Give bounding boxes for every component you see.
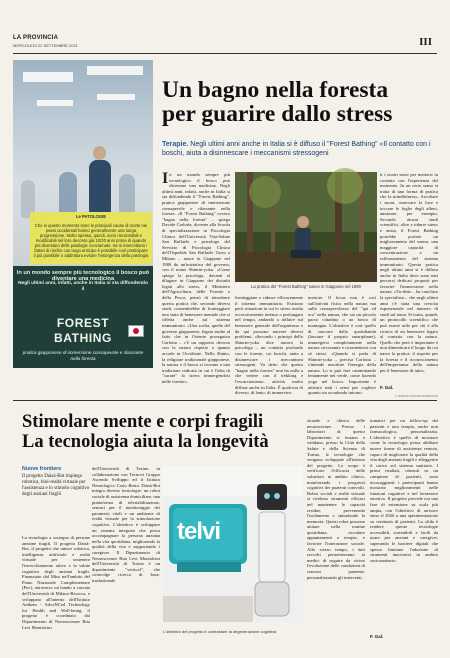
robot-photo <box>163 466 303 622</box>
article1-author: F. Gal. <box>380 385 394 390</box>
headline2-line-2: La tecnologia aiuta la longevità <box>22 432 269 452</box>
box-line-1: In un mondo sempre più tecnologico il bosco può diventare una medicina <box>16 270 150 282</box>
kicker-text: Negli ultimi anni anche in Italia si è diffuso il "Forest Bathing" «Il contatto con i boschi, aiuta a disinnescare i meccanismi stressogeni <box>162 141 431 157</box>
article1-column-4: ti i nostri sensi per mettersi in contatto con l'esperienza del momento. In un certo senso si tratta di una forma di pratica che la mindfulness». Ascoltare i suoni, osservare la luce e toccare le foglie degli alberi, annusare, per esempio. Secondo alcuni studi scientifici, oltre a ridurre stress e ansia, il Forest Bathing potrebbe portare un miglioramento del sonno, una maggiore capacità di concentrazione e un rafforzamento del sistema immunitario. Questa pratica negli ultimi anni si è diffusa anche in Italia dove sono nati percorsi dedicati proposti per favorire l'immersione nella natura. «Va detto – ha concluso la specialista – che negli ultimi anni c'è stata una crescita esponenziale nel numero di studi sul tema. Si tratta, quindi, un protocollo scientifico che può essere utile per chi è alla ricerca di un benessere legato al contatto con la natura. Quello che però è importante è non dimenticare il luogo da cui nasce la pratica: il rispetto per la foresta e il riconoscimento dell'importanza della natura per il benessere di tutti». <box>380 172 438 373</box>
column-text: n un mondo sempre più tecnologico il bosco può diventare una medicina. Negli ultimi anni, infatti, anche in Italia si sta diffondendo il "Forest Bathing", pratica giapponese di immersione consapevole e rilassante nella foresta. «Il "Forest Bathing" ovvero "bagno nella foresta" – spiega Davide Carlotta, docente alla Scuola di specializzazione in Psicologia Clinica dell'Università Vita-Salute San Raffaele e psicologo del Servizio di Psicologia Clinica dell'Ospedale San Raffaele Turro a Milano – nasce in Giappone nel 1980 da un'iniziativa del governo, con il nome Shinrin-yoku. «Come spiega la psicologa, davanti al dilagare in Giappone dei disturbi legati allo stress, il Ministero dell'Agricoltura, delle Foreste e della Pesca, pensò di introdurre questa pratica che, secondo diversi studi, consentirebbe di fronteggiare uno stato di benessere mentale che si rifletta anche sul sistema immunitario. «Una scelta, quella del governo giapponese, legata anche al fatto che in Oriente proseguiva Carlotta – c'è un rapporto diverso con la natura rispetto a quanto accade in Occidente. Nello Shinto, la religione tradizionale giapponese, la natura e il bosco si trovano a una tradizione radicata in cui è l'idea di "curare" lo stress immergendosi nelle foreste». <box>162 172 230 384</box>
infobox-text: Che in questo momento sono le principali cause di morte nei paesi occidentali hanno generalmente una lunga progressione. Molto spesso, quindi, sono riscontrabili e modificabili nel loro decorso già 10/20 anni prima di quando poi diventano delle patologie conclamate. Se si intercettano i fattori di rischio con largo anticipo è possibile così posticipare il più possibile o addirittura evitare l'insorgenza della patologia <box>33 223 149 258</box>
box-tagline: pratica giapponese di immersione consapevole e rilassante nella foresta <box>22 350 144 361</box>
japan-flag-icon <box>128 325 144 337</box>
article1-credit: © RIPRODUZIONE RISERVATA <box>395 394 439 398</box>
article2-column-4: tomatici per un follow-up dei pazienti e una terapia, anche non farmacologica, personalizzata. L'obiettivo è quello di mostrare come la tecnologia possa abilitare nuove forme di assistenza remota, capaci di migliorare la qualità della vita degli anziani fragili e alleggerire il carico sul sistema sanitario. I primi risultati, ottenuti su un campione di pazienti, sono incoraggianti: i partecipanti hanno mostrato miglioramenti nelle funzioni cognitive e nel benessere emotivo. Il progetto prevede ora una fase di estensione su scala più ampia, con l'obiettivo di arrivare entro il 2026 a una sperimentazione su centinaia di pazienti. La sfida è rendere queste tecnologie accessibili, sostenibili e facili da usare per anziani e caregiver, superando le barriere digitali che spesso limitano l'adozione di strumenti innovativi in ambito sociosanitario. <box>370 418 438 563</box>
article2-column-2: dell'Università di Torino, in collaborazione con Tecnovi Gruppo Ascendo Sviluppo ed il Istituto Neurologico Carlo Besta. Daisà-Bot integra diverse tecnologie: un robot sociale di assistenza domiciliare, una piattaforma di teleriabilitazione, sensori per il monitoraggio dei parametri vitali e un ambiente di realtà virtuale per la stimolazione cognitiva. L'obiettivo è sviluppare un sistema integrato che possa accompagnare la persona anziana nella vita quotidiana, migliorando la qualità della vita e supportando i caregiver. Il Dipartimento di Neuroscienze Rita Levi Montalcini dell'Università di Torino è un dipartimento "vertical", che coinvolge ricerca di base, traslazionale <box>92 466 160 583</box>
kicker-strong: Terapie. <box>162 141 189 148</box>
article1-headline <box>162 78 442 126</box>
box-line-2: Negli ultimi anni, infatti, anche in Italia si sta diffondendo il <box>18 281 148 292</box>
masthead: LA PROVINCIA <box>13 35 59 41</box>
header-rule <box>13 53 437 54</box>
article1-kicker <box>162 140 438 158</box>
box-brand-bathing: BATHING <box>54 331 112 345</box>
article2-column-1: La tecnologia a sostegno di persone anziane fragili. Il progetto Daisà-Bot, il progetto che unisce robotica, intelligenza artificiale e realtà virtuale per sostenere l'invecchiamento attivo e la salute cognitiva degli anziani fragili. Finanziato dal Miur nell'ambito del Piano Nazionale Complementare (Pnc), attraverso un bando a cascata dell'Università di Milano-Bicocca, e sviluppato all'interno dell'Istituto Anthem - AdvaNCed Technology for Health and Well-being, il progetto è coordinato dal Dipartimento di Neuroscienze Rita Levi Montalcini <box>22 535 90 630</box>
section-rule <box>13 400 437 401</box>
forest-scene-icon <box>235 172 377 282</box>
article2-kicker: Nuove frontiere <box>22 466 62 472</box>
article2-author: F. Gal. <box>370 634 384 639</box>
page-number: III <box>419 36 432 48</box>
robot-photo-caption: L'obiettivo del progetto è contrastare la degenerazione cognitiva <box>163 629 277 634</box>
forest-bathing-photo <box>235 172 377 282</box>
article1-column-2: fronteggiare e ridurre efficacemente il sistema immunitario. Esistono però situazioni in cui lo stress risulta eccessivamente intenso o prolungato nel tempo, andando a influire sul benessere generale dell'organismo e da qui possono nascere diversi problemi. «Secondo i principi dello Shinrin-yoku dice ancora la psicologa – un contatto profondo con le foreste, coi boschi, aiuta a disinnescare i meccanismi stressogeni. Va detto che questo "bagno nella foresta" non ha nulla a che vedere con il trekking e l'escursionismo, attività molto diffuse anche in Italia. È qualcosa di diverso, di lento, di immersivo. <box>235 295 303 396</box>
infobox-title: Le PATOLOGIE <box>75 214 106 219</box>
box-brand-forest: FOREST <box>56 316 110 330</box>
article1-column-3: meriore. Il focus non è così sull'attività fisica nella natura ma sulla consapevolezza del "qui ed ora" nella natura, che sia un piccolo parco cittadino o un bosco di montagna. L'obiettivo è così quello di staccare dalla quotidianità (lasciare il proprio smartphone), immergersi completamente nella natura circostante e riconnettersi con sé stessi. «Quando si parla di Shinrin-yoka – precisa Carlotta – s'intende assorbire l'energia della natura. Lo si può fare camminando lentamente nel verde, come facendo yoga nel bosco. Importante è attivare tutti i sensi per cogliere quanto sta accadendo intorno. <box>308 295 376 396</box>
article2-headline <box>22 412 332 452</box>
article1-column-1 <box>162 172 230 392</box>
headline-line-1: Un bagno nella foresta <box>162 77 389 103</box>
forest-photo-caption: La pratica del "Forest Bathing" nasce in Giappone nel 1980 <box>251 284 361 289</box>
dropcap: I <box>162 170 169 187</box>
headline-line-2: per guarire dallo stress <box>162 101 393 127</box>
pathology-infobox <box>30 212 152 264</box>
headline2-line-1: Stimolare mente e corpi fragili <box>22 412 264 432</box>
article2-lead: Il progetto Daisà-Bot impiega robotica, bioi-realtà virtuale per l'assistenza e lo stimolo cognitivo degli anziani fragili <box>22 474 90 497</box>
issue-date: MERCOLEDÌ 22 SETTEMBRE 2021 <box>13 43 78 48</box>
robot-brand-label: telvi <box>177 518 221 545</box>
article2-column-3: zionale e clinica delle neuroscienze. Presso i laboratori di questo Dipartimento si testano e validano, presso la Città della Salute e della Scienza di Torino, le tecnologie che vengono sviluppate all'interno del progetto. Lo scopo è verificare l'efficacia delle soluzioni in ambito clinico, monitorando i progressi cognitivi dei pazienti coinvolti. Robot sociali e realtà virtuale si rivelano strumenti efficaci nel mantenere le capacità residue, prevenendo l'isolamento e stimolando la memoria. Questi robot possono aiutare nella routine quotidiana, ricordare appuntamenti e terapie, e favorire l'interazione sociale. Allo stesso tempo, i dati raccolti permetteranno ai medici di seguire da vicino l'evoluzione delle condizioni di ciascun paziente, personalizzando gli interventi. <box>307 418 365 580</box>
